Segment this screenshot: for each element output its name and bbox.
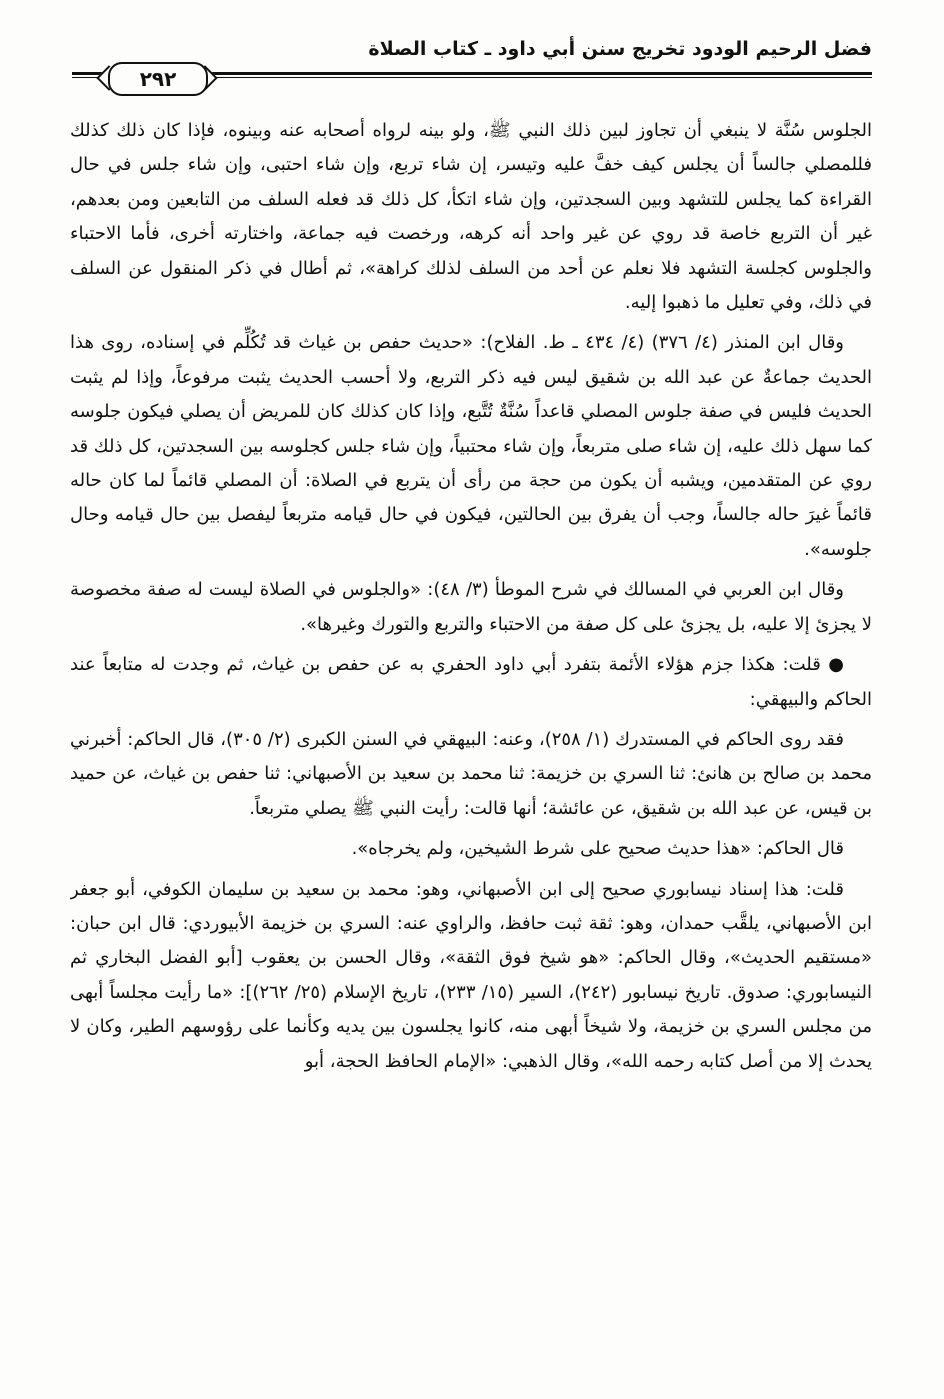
paragraph: ● قلت: هكذا جزم هؤلاء الأئمة بتفرد أبي داود الحفري به عن حفص بن غياث، ثم وجدت له متابعاً عند الحاكم والبيهقي: (70, 654, 872, 710)
paragraph: الجلوس سُنَّة لا ينبغي أن تجاوز لبين ذلك النبي ﷺ، ولو بينه لرواه أصحابه عنه وبينوه، فإذا كان ذلك كذلك فللمصلي جالساً أن يجلس كيف خفَّ عليه وتيسر، إن شاء تربع، وإن شاء احتبى، وإن شاء جلس في حال القراءة كما يجلس للتشهد وبين السجدتين، وإن شاء اتكأ، كل ذلك قد فعله السلف من التابعين ومن بعدهم، غير أن التربع خاصة قد روي عن غير واحد أنه كرهه، ورخصت فيه جماعة، واختارته أخرى، فأما الاحتباء والجلوس كجلسة التشهد فلا نعلم عن أحد من السلف لذلك كراهة»، ثم أطال في ذكر المنقول عن السلف في ذلك، وفي تعليل ما ذهبوا إليه. (70, 120, 872, 314)
header-title: فضل الرحيم الودود تخريج سنن أبي داود ـ كتاب الصلاة (368, 38, 872, 60)
paragraph: فقد روى الحاكم في المستدرك (١/ ٢٥٨)، وعنه: البيهقي في السنن الكبرى (٢/ ٣٠٥)، قال الحاكم: أخبرني محمد بن صالح بن هانئ: ثنا السري بن خزيمة: ثنا محمد بن سعيد بن الأصبهاني: ثنا حفص بن غياث، عن حميد بن قيس، عن عبد الله بن شقيق، عن عائشة؛ أنها قالت: رأيت النبي ﷺ يصلي متربعاً. (70, 728, 872, 819)
page-body (70, 114, 872, 1385)
paragraph: قلت: هذا إسناد نيسابوري صحيح إلى ابن الأصبهاني، وهو: محمد بن سعيد بن سليمان الكوفي، أبو جعفر ابن الأصبهاني، يلقَّب حمدان، وهو: ثقة ثبت حافظ، والراوي عنه: السري بن خزيمة الأبيوردي: قال ابن حبان: «مستقيم الحديث»، وقال الحاكم: «هو شيخ فوق الثقة»، وقال الحسن بن يعقوب [أبو الفضل البخاري ثم النيسابوري: صدوق. تاريخ نيسابور (٢٤٢)، السير (١٥/ ٢٣٣)، تاريخ الإسلام (٢٥/ ٢٦٢)]: «ما رأيت مجلساً أبهى من مجلس السري بن خزيمة، ولا شيخاً أبهى منه، كانوا يجلسون بين يديه وكأنما على رؤوسهم الطير، وكان لا يحدث إلا من أصل كتابه رحمه الله»، وقال الذهبي: «الإمام الحافظ الحجة، أبو (70, 878, 872, 1072)
paragraph: قال الحاكم: «هذا حديث صحيح على شرط الشيخين، ولم يخرجاه». (351, 838, 844, 860)
paragraph: وقال ابن المنذر (٤/ ٣٧٦) (٤/ ٤٣٤ ـ ط. الفلاح): «حديث حفص بن غياث قد تُكُلِّم في إسناده، روى هذا الحديث جماعةٌ عن عبد الله بن شقيق ليس فيه ذكر التربع، ولا أحسب الحديث يثبت مرفوعاً، وإذا لم يثبت الحديث فليس في صفة جلوس المصلي قاعداً سُنَّةٌ تُتَّبع، وإذا كان كذلك كان للمريض أن يصلي فيكون جلوسه كما سهل ذلك عليه، إن شاء صلى متربعاً، وإن شاء محتبياً، وإن شاء جلس كجلوسه بين السجدتين، كل ذلك قد روي عن المتقدمين، ويشبه أن يكون من حجة من رأى أن يتربع في الصلاة: أن المصلي قائماً لما كان حاله قائماً غيرَ حاله جالساً، وجب أن يفرق بين الحالتين، فيكون في حال قيامه متربعاً ليفصل بين حال قيامه وحال جلوسه». (70, 332, 872, 560)
paragraph: وقال ابن العربي في المسالك في شرح الموطأ (٣/ ٤٨): «والجلوس في الصلاة ليست له صفة مخصوصة لا يجزئ إلا عليه، بل يجزئ على كل صفة من الاحتباء والتربع والتورك وغيرها». (70, 579, 872, 635)
page-number: ٢٩٢ (108, 62, 208, 96)
